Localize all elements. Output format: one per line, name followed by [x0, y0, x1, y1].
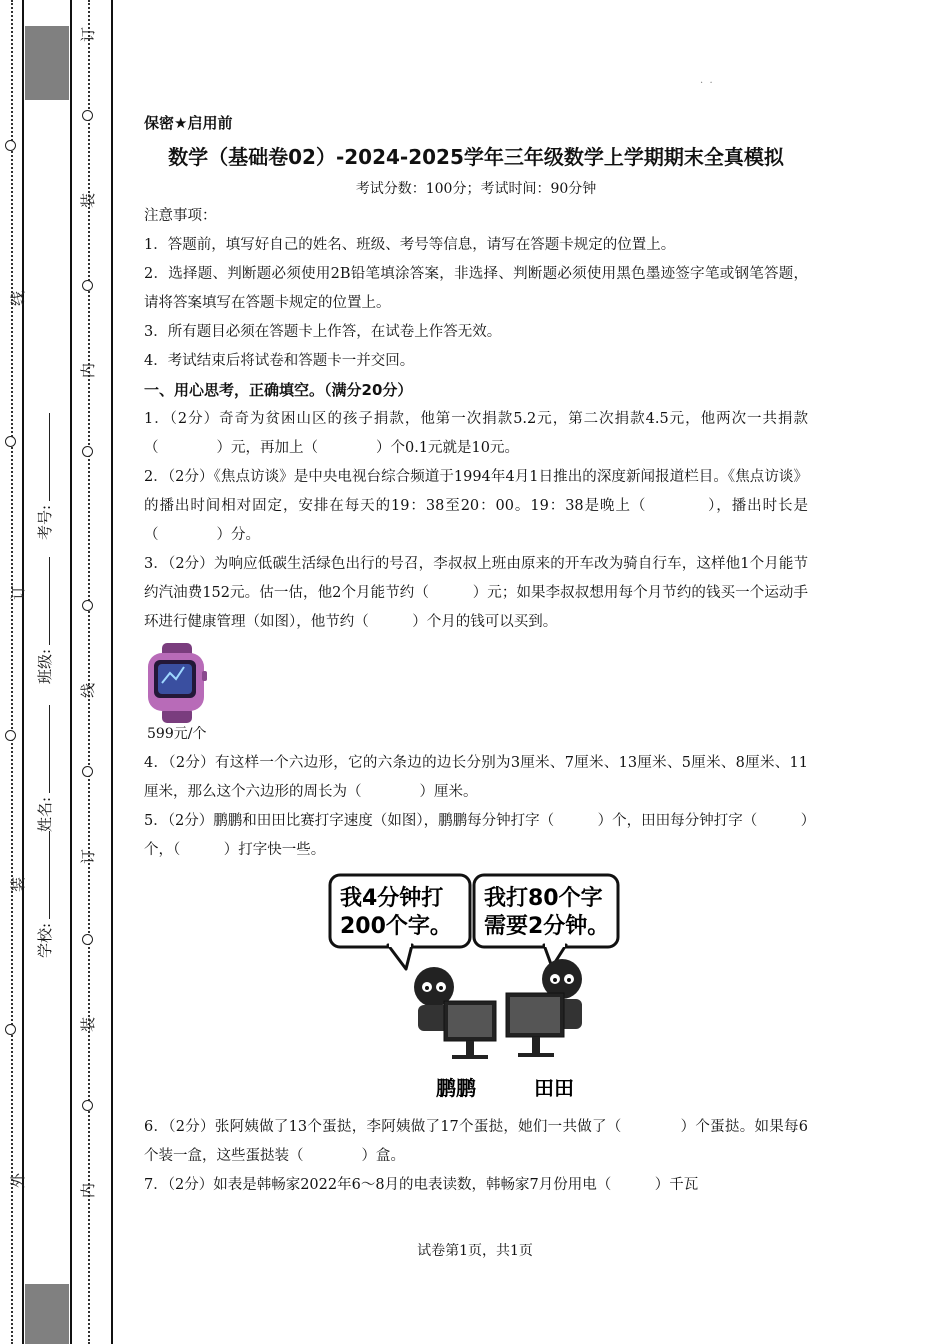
binding-hole-circle: [82, 1100, 93, 1111]
margin-line-edge: [111, 0, 113, 1344]
margin-char: 订: [79, 26, 98, 43]
binding-hole-circle: [82, 446, 93, 457]
left-bubble-line-1: 我4分钟打: [340, 886, 444, 911]
school-blank[interactable]: [49, 831, 50, 919]
binding-hole-circle: [82, 934, 93, 945]
name-field[interactable]: [34, 705, 55, 832]
margin-char: 装: [79, 1016, 98, 1033]
margin-line-inner: [70, 0, 72, 1344]
name-blank[interactable]: [49, 705, 50, 793]
school-label: 学校:: [36, 922, 54, 958]
class-field[interactable]: [34, 557, 55, 684]
question-5: 5．（2分）鹏鹏和田田比赛打字速度（如图），鹏鹏每分钟打字（ ）个，田田每分钟打字（ ）个，（ ）打字快一些。: [144, 813, 808, 858]
left-bubble-line-2: 200个字。: [340, 914, 452, 939]
name-label: 姓名:: [36, 796, 54, 832]
binding-hole-circle: [82, 280, 93, 291]
watch-price: 599元/个: [147, 726, 207, 742]
right-bubble-line-2: 需要2分钟。: [484, 914, 610, 939]
page-footer: 试卷第1页，共1页: [417, 1243, 533, 1259]
margin-char: 线: [9, 290, 28, 307]
outer-cut-line: [11, 0, 13, 1344]
binding-hole-circle: [5, 140, 16, 151]
notes-heading: 注意事项：: [144, 208, 217, 224]
margin-char: 订: [79, 848, 98, 865]
question-7: 7．（2分）如表是韩畅家2022年6～8月的电表读数，韩畅家7月份用电（ ）千瓦: [144, 1177, 699, 1193]
binding-hole-circle: [5, 436, 16, 447]
class-label: 班级:: [36, 648, 54, 684]
smartwatch-image: [144, 643, 210, 723]
margin-char: 外: [9, 1172, 28, 1189]
margin-char: 装: [9, 876, 28, 893]
class-blank[interactable]: [49, 557, 50, 645]
binding-hole-circle: [82, 766, 93, 777]
margin-char: 内: [79, 362, 98, 379]
name-pengpeng: 鹏鹏: [436, 1076, 476, 1100]
question-1: 1．（2分）奇奇为贫困山区的孩子捐款，他第一次捐款5.2元，第二次捐款4.5元，他两次一共捐款（ ）元，再加上（ ）个0.1元就是10元。: [144, 411, 808, 456]
margin-gray-block-top: [25, 26, 69, 100]
margin-gray-block-bottom: [25, 1284, 69, 1344]
binding-hole-circle: [82, 600, 93, 611]
school-field[interactable]: [34, 831, 55, 958]
note-item: 4．考试结束后将试卷和答题卡一并交回。: [144, 353, 415, 369]
name-tiantian: 田田: [534, 1076, 574, 1100]
exam-content: [144, 112, 808, 1200]
note-item: 1．答题前，填写好自己的姓名、班级、考号等信息，请写在答题卡规定的位置上。: [144, 237, 676, 253]
question-3: 3．（2分）为响应低碳生活绿色出行的号召，李叔叔上班由原来的开车改为骑自行车，这样他1个月能节约汽油费152元。估一估，他2个月能节约（ ）元；如果李叔叔想用每个月节约的钱买一个运动手环进行健康管理（如图），他节约（ ）个月的钱可以买到。: [144, 556, 808, 630]
note-item: 3．所有题目必须在答题卡上作答，在试卷上作答无效。: [144, 324, 502, 340]
typing-contest-illustration: [326, 873, 626, 1105]
margin-line-outer: [22, 0, 24, 1344]
question-6: 6．（2分）张阿姨做了13个蛋挞，李阿姨做了17个蛋挞，她们一共做了（ ）个蛋挞。如果每6个装一盒，这些蛋挞装（ ）盒。: [144, 1119, 808, 1164]
section-heading: 一、用心思考，正确填空。（满分20分）: [144, 381, 413, 399]
margin-char: 线: [79, 682, 98, 699]
binding-hole-circle: [5, 1024, 16, 1035]
scan-speck: · ·: [700, 78, 713, 89]
question-2: 2．（2分）《焦点访谈》是中央电视台综合频道于1994年4月1日推出的深度新闻报道栏目。《焦点访谈》的播出时间相对固定，安排在每天的19：38至20：00。19：38是晚上（ ），播出时长是（ ）分。: [144, 469, 808, 543]
note-item: 2．选择题、判断题必须使用2B铅笔填涂答案，非选择、判断题必须使用黑色墨迹签字笔或钢笔答题，请将答案填写在答题卡规定的位置上。: [144, 266, 808, 311]
exam-title: 数学（基础卷02）-2024-2025学年三年级数学上学期期末全真模拟: [168, 145, 784, 169]
exam-number-label: 考号:: [36, 504, 54, 540]
exam-number-blank[interactable]: [49, 413, 50, 501]
margin-char: 内: [79, 1182, 98, 1199]
binding-margin: [0, 0, 115, 1344]
binding-hole-circle: [82, 110, 93, 121]
margin-char: 装: [79, 192, 98, 209]
binding-hole-circle: [5, 730, 16, 741]
exam-info: 考试分数：100分；考试时间：90分钟: [355, 181, 597, 197]
exam-number-field[interactable]: [34, 413, 55, 540]
right-bubble-line-1: 我打80个字: [484, 886, 603, 911]
margin-char: 订: [9, 584, 28, 601]
confidential-mark: 保密★启用前: [144, 114, 233, 132]
question-4: 4．（2分）有这样一个六边形，它的六条边的边长分别为3厘米、7厘米、13厘米、5厘米、8厘米、11厘米，那么这个六边形的周长为（ ）厘米。: [144, 755, 808, 800]
